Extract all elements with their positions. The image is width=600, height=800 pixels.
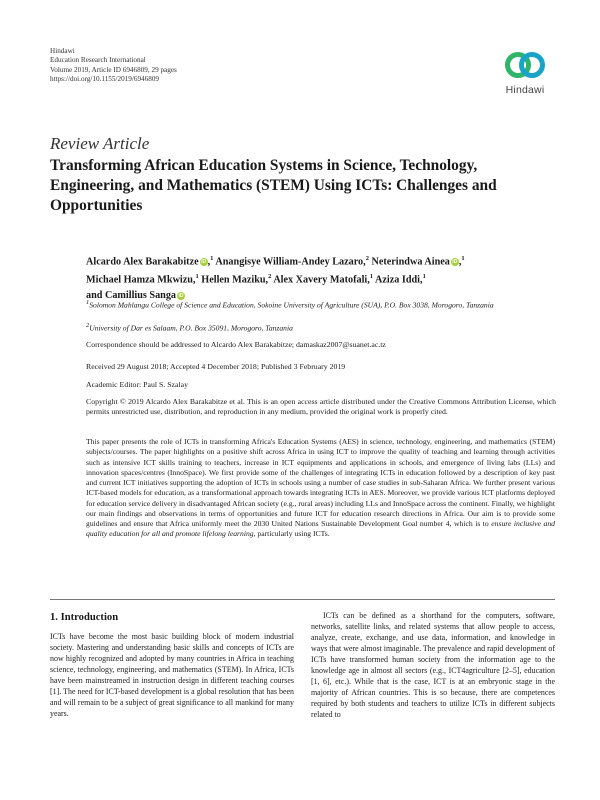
author[interactable]: Alcardo Alex Barakabitze	[86, 256, 199, 268]
abstract-emphasis: ensure inclusive and quality education for all and promote lifelong learning	[86, 519, 555, 539]
affiliation-text: Solomon Mahlangu College of Science and Education, Sokoine University of Agriculture (SUA), P.O. Box 3038, Morogoro, Tanzania	[89, 300, 494, 310]
hindawi-logo-icon	[504, 48, 546, 82]
author-affiliation-mark: 2	[268, 273, 272, 281]
orcid-icon[interactable]: iD	[201, 259, 207, 266]
volume-line: Volume 2019, Article ID 6946809, 29 pages	[50, 65, 177, 74]
publisher-name: Hindawi	[50, 47, 75, 55]
affiliation	[86, 321, 556, 334]
intro-column-right: ICTs can be defined as a shorthand for the computers, software, networks, satellite links, and related systems that allow people to access, analyze, create, exchange, and use data, information, and knowledge in ways that were almost imaginable. The prevalence and rapid development of ICTs have transformed human society from the information age to the knowledge age in almost all sectors (e.g., ICT4agriculture [2–5], education [1, 6], etc.). While that is the case, ICT is at an embryonic stage in the majority of African countries. This is so because, there are competences required by both students and teachers to utilize ICTs in different subjects related to	[311, 611, 555, 720]
intro-column-left: ICTs have become the most basic building block of modern industrial society. Mastering and understanding basic skills and concepts of ICTs are now highly recognized and adopted by many countries in Africa in teaching science, technology, engineering, and mathematics (STEM). In Africa, ICTs have been mainstreamed in instruction design in different teaching courses [1]. The need for ICT-based development is a global resolution that has been and will remain to be a subject of great significance to all mankind for many years.	[50, 632, 294, 719]
logo-wordmark: Hindawi	[505, 84, 545, 96]
author[interactable]: Michael Hamza Mkwizu	[86, 274, 193, 286]
author-affiliation-mark: 1	[461, 255, 465, 262]
article-type: Review Article	[50, 134, 150, 153]
affiliation-number: 2	[86, 322, 90, 329]
academic-editor: Academic Editor: Paul S. Szalay	[86, 380, 188, 389]
author-affiliation-mark: 1	[210, 255, 214, 262]
hindawi-logo	[495, 48, 555, 96]
author-affiliation-mark: 2	[365, 255, 369, 262]
journal-meta	[50, 47, 177, 85]
orcid-icon[interactable]: iD	[452, 259, 458, 266]
affiliation-number: 1	[86, 299, 90, 306]
author-affiliation-mark: 1	[422, 273, 426, 281]
abstract	[86, 437, 555, 540]
author[interactable]: Anangisye William-Andey Lazaro	[215, 256, 364, 268]
journal-name: Education Research International	[50, 56, 146, 65]
author[interactable]: Neterindwa Ainea	[371, 256, 450, 268]
affiliation-text: University of Dar es Salaam, P.O. Box 35091, Morogoro, Tanzania	[89, 323, 293, 333]
correspondence: Correspondence should be addressed to Alcardo Alex Barakabitze; damaskaz2007@suanet.ac.tz	[86, 340, 386, 349]
copyright-notice: Copyright © 2019 Alcardo Alex Barakabitze et al. This is an open access article distributed under the Creative Commons Attribution License, which permits unrestricted use, distribution, and reproduction in any medium, provided the original work is properly cited.	[86, 397, 556, 417]
author[interactable]: Aziza Iddi	[375, 274, 421, 286]
doi-link[interactable]: https://doi.org/10.1155/2019/6946809	[50, 75, 160, 84]
author-affiliation-mark: 1	[369, 273, 374, 281]
section-divider	[50, 599, 555, 600]
orcid-icon[interactable]: iD	[178, 292, 184, 299]
author[interactable]: Hellen Maziku	[201, 274, 266, 286]
abstract-ending: , particularly using ICTs.	[253, 529, 330, 539]
article-dates: Received 29 August 2018; Accepted 4 December 2018; Published 3 February 2019	[86, 362, 346, 371]
affiliation	[86, 298, 556, 311]
section-heading: 1. Introduction	[50, 612, 119, 623]
author[interactable]: Alex Xavery Matofali	[273, 274, 368, 286]
author[interactable]: and Camillius Sanga	[86, 289, 177, 301]
author-affiliation-mark: 1	[195, 273, 199, 281]
article-title: Transforming African Education Systems in Science, Technology, Engineering, and Mathematics (STEM) Using ICTs: Challenges and Opportunities	[50, 157, 497, 214]
author-list: Alcardo Alex Barakabitze iD ,$^1$ Anangisye William-Andey Lazaro,$^2$ Neterindwa Ainea iD ,$^1$ Michael Hamza Mkwizu,$^1$ Hellen Maziku,$^2$ Alex Xavery Matofali,$^1$ Aziza Iddi,$^1$ and Camillius Sanga iD	[86, 255, 465, 301]
abstract-text: This paper presents the role of ICTs in transforming Africa's Education Systems (AES) in science, technology, engineering, and mathematics (STEM) subjects/courses. The paper highlights on a positive shift across Africa in using ICT to improve the quality of teaching and learning through activities such as intensive ICT skills training to teachers, increase in ICT equipments and applications in schools, and emergence of living labs (LLs) and innovation spaces/centres (InnoSpace). We first provide some of the challenges of integrating ICTs in education followed by a description of key past and current ICT initiatives supporting the adoption of ICTs in schools using a number of case studies in sub-Saharan Africa. We further present various ICT-based models for education, as a transformational approach towards integrating ICTs in AES. Moreover, we provide various ICT platforms deployed for education service delivery in disadvantaged African society (e.g., rural areas) including LLs and InnoSpace across the continent. Finally, we highlight our main findings and observations in terms of opportunities and future ICT for education research directions in Africa. Our aim is to provide some guidelines and ensure that Africa uniformly meet the 2030 United Nations Sustainable Development Goal number 4, which is to	[86, 437, 555, 528]
